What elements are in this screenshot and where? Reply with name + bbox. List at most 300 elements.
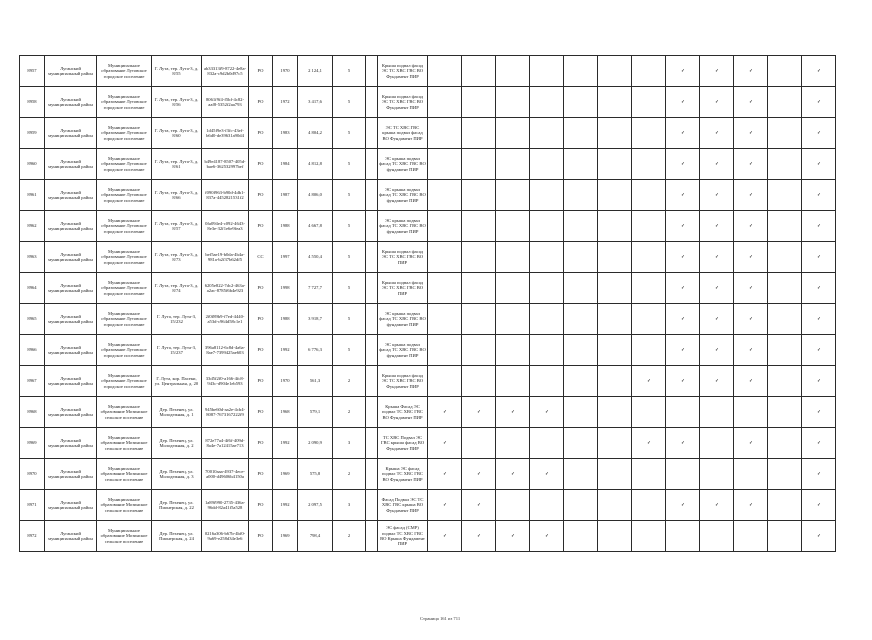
checkmark-icon: ✓	[748, 130, 753, 136]
work-check-cell	[734, 211, 768, 242]
row-number-cell: 8963	[20, 242, 45, 273]
work-check-cell	[598, 304, 632, 335]
checkmark-icon: ✓	[442, 533, 447, 539]
work-check-cell	[462, 87, 496, 118]
work-check-cell	[598, 335, 632, 366]
page-footer: Страница 161 из 711	[420, 616, 461, 621]
work-check-cell	[564, 335, 598, 366]
area-cell: 4 806,0	[298, 180, 333, 211]
work-check-cell	[598, 397, 632, 428]
checkmark-icon: ✓	[816, 285, 821, 291]
address-cell: Г. Лута, тер. Лута-3, д. 8/57	[152, 211, 202, 242]
district-cell: Луганский муниципальный район	[45, 428, 97, 459]
house-guid-cell: 945be60d-aa2e-4cb4-8087-7673167222f9	[202, 397, 249, 428]
address-cell: Г. Лута, тер. Лута-3, д. 8/61	[152, 149, 202, 180]
district-cell: Луганский муниципальный район	[45, 459, 97, 490]
housing-register-table	[19, 55, 836, 552]
district-cell: Луганский муниципальный район	[45, 211, 97, 242]
checkmark-icon: ✓	[510, 471, 515, 477]
checkmark-icon: ✓	[680, 285, 685, 291]
checkmark-icon: ✓	[680, 378, 685, 384]
work-check-cell	[666, 211, 700, 242]
address-cell: Г. Лута, тер. Лута-3, д. 8/56	[152, 87, 202, 118]
table-row	[20, 335, 836, 366]
table-row	[20, 242, 836, 273]
year-built-cell: 1988	[273, 304, 298, 335]
work-check-cell	[666, 304, 700, 335]
table-row	[20, 366, 836, 397]
work-check-cell	[564, 459, 598, 490]
work-check-cell	[428, 397, 462, 428]
work-check-cell	[496, 335, 530, 366]
work-check-cell	[700, 459, 734, 490]
checkmark-icon: ✓	[748, 68, 753, 74]
work-check-cell	[768, 335, 802, 366]
blank-cell	[366, 180, 378, 211]
work-check-cell	[666, 56, 700, 87]
area-cell: 2 090,9	[298, 428, 333, 459]
work-check-cell	[462, 521, 496, 552]
work-check-cell	[802, 180, 836, 211]
row-number-cell: 8959	[20, 118, 45, 149]
work-check-cell	[802, 118, 836, 149]
row-number-cell: 8971	[20, 490, 45, 521]
work-check-cell	[496, 180, 530, 211]
checkmark-icon: ✓	[816, 99, 821, 105]
work-check-cell	[768, 304, 802, 335]
work-check-cell	[632, 397, 666, 428]
blank-cell	[366, 335, 378, 366]
floors-cell: 5	[333, 149, 366, 180]
year-built-cell: 1992	[273, 335, 298, 366]
house-guid-cell: 1d45f9e3-f3fc-43ef-b6d0-de39631a90d4	[202, 118, 249, 149]
work-check-cell	[428, 459, 462, 490]
checkmark-icon: ✓	[748, 161, 753, 167]
work-check-cell	[428, 211, 462, 242]
house-guid-cell: 0216a306-b67b-4bf0-9a69-e258d34e3e6	[202, 521, 249, 552]
year-built-cell: 1983	[273, 118, 298, 149]
work-check-cell	[734, 428, 768, 459]
district-cell: Луганский муниципальный район	[45, 304, 97, 335]
blank-cell	[366, 428, 378, 459]
row-number-cell: 8968	[20, 397, 45, 428]
year-built-cell: 1969	[273, 459, 298, 490]
work-check-cell	[802, 211, 836, 242]
area-cell: 4 812,8	[298, 149, 333, 180]
year-built-cell: 1984	[273, 149, 298, 180]
row-number-cell: 8964	[20, 273, 45, 304]
work-check-cell	[428, 335, 462, 366]
checkmark-icon: ✓	[680, 347, 685, 353]
checkmark-icon: ✓	[816, 223, 821, 229]
blank-cell	[366, 397, 378, 428]
floors-cell: 5	[333, 304, 366, 335]
row-number-cell: 8970	[20, 459, 45, 490]
checkmark-icon: ✓	[748, 99, 753, 105]
work-check-cell	[428, 273, 462, 304]
work-check-cell	[802, 459, 836, 490]
work-check-cell	[666, 242, 700, 273]
work-check-cell	[530, 459, 564, 490]
work-check-cell	[564, 118, 598, 149]
row-number-cell: 8965	[20, 304, 45, 335]
district-cell: Луганский муниципальный район	[45, 87, 97, 118]
blank-cell	[366, 87, 378, 118]
work-check-cell	[802, 366, 836, 397]
work-check-cell	[768, 397, 802, 428]
house-guid-cell: f090f963-b90d-4db1-837a-4452821531f2	[202, 180, 249, 211]
work-check-cell	[768, 56, 802, 87]
work-check-cell	[700, 211, 734, 242]
blank-cell	[366, 273, 378, 304]
area-cell: 3 918,7	[298, 304, 333, 335]
row-number-cell: 8961	[20, 180, 45, 211]
works-list-cell: Крыша подвал фасад ЭС ТС ХВС ГВС ВО Фундамент ПИР	[378, 87, 428, 118]
work-check-cell	[564, 304, 598, 335]
building-type-cell: РО	[249, 87, 273, 118]
work-check-cell	[666, 273, 700, 304]
work-check-cell	[768, 459, 802, 490]
work-check-cell	[632, 118, 666, 149]
table-row	[20, 56, 836, 87]
works-list-cell: Крыша Фасад ЭС подвал ТС ХВС ГВС ВО Фундамент ПИР	[378, 397, 428, 428]
work-check-cell	[632, 56, 666, 87]
work-check-cell	[768, 211, 802, 242]
work-check-cell	[700, 180, 734, 211]
work-check-cell	[462, 366, 496, 397]
building-type-cell: РО	[249, 149, 273, 180]
address-cell: Г. Лута, тер. Лута-3, д. 8/73	[152, 242, 202, 273]
work-check-cell	[666, 490, 700, 521]
work-check-cell	[700, 242, 734, 273]
work-check-cell	[564, 211, 598, 242]
checkmark-icon: ✓	[748, 192, 753, 198]
work-check-cell	[496, 118, 530, 149]
checkmark-icon: ✓	[816, 254, 821, 260]
municipality-cell: Муниципальное образование Мозинское сельское поселение	[97, 459, 152, 490]
floors-cell: 5	[333, 335, 366, 366]
checkmark-icon: ✓	[714, 378, 719, 384]
work-check-cell	[462, 211, 496, 242]
municipality-cell: Муниципальное образование Мозинское сельское поселение	[97, 397, 152, 428]
work-check-cell	[496, 273, 530, 304]
municipality-cell: Муниципальное образование Лутовское городское поселение	[97, 211, 152, 242]
work-check-cell	[496, 304, 530, 335]
blank-cell	[366, 304, 378, 335]
checkmark-icon: ✓	[748, 316, 753, 322]
work-check-cell	[700, 521, 734, 552]
municipality-cell: Муниципальное образование Лутовское городское поселение	[97, 273, 152, 304]
address-cell: Дер. Пехенец, ул. Молодежная, д. 2	[152, 428, 202, 459]
floors-cell: 5	[333, 118, 366, 149]
work-check-cell	[768, 366, 802, 397]
work-check-cell	[462, 490, 496, 521]
address-cell: Г. Лута, тер. Лута-3, д. 8/66	[152, 180, 202, 211]
work-check-cell	[428, 366, 462, 397]
work-check-cell	[632, 459, 666, 490]
year-built-cell: 1968	[273, 397, 298, 428]
work-check-cell	[598, 273, 632, 304]
building-type-cell: РО	[249, 335, 273, 366]
checkmark-icon: ✓	[646, 440, 651, 446]
work-check-cell	[666, 521, 700, 552]
house-guid-cell: 33d5f2f0-a166-4fc8-943c-d904e1eb593	[202, 366, 249, 397]
checkmark-icon: ✓	[442, 502, 447, 508]
building-type-cell: СС	[249, 242, 273, 273]
checkmark-icon: ✓	[442, 471, 447, 477]
table-row	[20, 521, 836, 552]
work-check-cell	[530, 211, 564, 242]
work-check-cell	[564, 56, 598, 87]
work-check-cell	[802, 428, 836, 459]
checkmark-icon: ✓	[748, 502, 753, 508]
year-built-cell: 1970	[273, 56, 298, 87]
checkmark-icon: ✓	[816, 347, 821, 353]
floors-cell: 5	[333, 273, 366, 304]
district-cell: Луганский муниципальный район	[45, 490, 97, 521]
year-built-cell: 1969	[273, 521, 298, 552]
work-check-cell	[632, 428, 666, 459]
work-check-cell	[734, 118, 768, 149]
table-row	[20, 273, 836, 304]
checkmark-icon: ✓	[748, 347, 753, 353]
address-cell: Дер. Пехенец, ул. Пионерская, д. 24	[152, 521, 202, 552]
work-check-cell	[564, 397, 598, 428]
work-check-cell	[666, 397, 700, 428]
checkmark-icon: ✓	[442, 440, 447, 446]
year-built-cell: 1992	[273, 428, 298, 459]
checkmark-icon: ✓	[714, 192, 719, 198]
area-cell: 6 776,3	[298, 335, 333, 366]
area-cell: 561,3	[298, 366, 333, 397]
checkmark-icon: ✓	[714, 130, 719, 136]
work-check-cell	[802, 273, 836, 304]
building-type-cell: РО	[249, 397, 273, 428]
blank-cell	[366, 521, 378, 552]
work-check-cell	[598, 490, 632, 521]
work-check-cell	[530, 180, 564, 211]
floors-cell: 2	[333, 397, 366, 428]
checkmark-icon: ✓	[714, 285, 719, 291]
address-cell: Дер. Пехенец, ул. Молодежная, д. 1	[152, 397, 202, 428]
work-check-cell	[802, 335, 836, 366]
building-type-cell: РО	[249, 118, 273, 149]
municipality-cell: Муниципальное образование Лутовское городское поселение	[97, 118, 152, 149]
area-cell: 4 667,8	[298, 211, 333, 242]
checkmark-icon: ✓	[680, 223, 685, 229]
work-check-cell	[632, 490, 666, 521]
work-check-cell	[700, 149, 734, 180]
checkmark-icon: ✓	[476, 471, 481, 477]
work-check-cell	[666, 366, 700, 397]
work-check-cell	[632, 273, 666, 304]
checkmark-icon: ✓	[544, 409, 549, 415]
year-built-cell: 1988	[273, 211, 298, 242]
address-cell: Г. Лута, тер. Лута-3, 15/237	[152, 335, 202, 366]
work-check-cell	[428, 490, 462, 521]
municipality-cell: Муниципальное образование Мозинское сельское поселение	[97, 428, 152, 459]
address-cell: Дер. Пехенец, ул. Молодежная, д. 3	[152, 459, 202, 490]
checkmark-icon: ✓	[816, 471, 821, 477]
works-list-cell: ТС ХВС Подвал ЭС ГВС крыша фасад ВО Фундамент ПИР	[378, 428, 428, 459]
municipality-cell: Муниципальное образование Лутовское городское поселение	[97, 242, 152, 273]
work-check-cell	[564, 366, 598, 397]
work-check-cell	[428, 149, 462, 180]
work-check-cell	[496, 366, 530, 397]
row-number-cell: 8967	[20, 366, 45, 397]
work-check-cell	[496, 397, 530, 428]
district-cell: Луганский муниципальный район	[45, 56, 97, 87]
work-check-cell	[666, 459, 700, 490]
work-check-cell	[598, 118, 632, 149]
work-check-cell	[564, 180, 598, 211]
work-check-cell	[734, 304, 768, 335]
work-check-cell	[734, 490, 768, 521]
row-number-cell: 8957	[20, 56, 45, 87]
work-check-cell	[530, 118, 564, 149]
checkmark-icon: ✓	[476, 502, 481, 508]
checkmark-icon: ✓	[442, 409, 447, 415]
blank-cell	[366, 118, 378, 149]
checkmark-icon: ✓	[816, 161, 821, 167]
work-check-cell	[768, 273, 802, 304]
works-list-cell: ЭС ТС ХВС ГВС крыша подвал фасад ВО Фундамент ПИР	[378, 118, 428, 149]
work-check-cell	[802, 149, 836, 180]
table-row	[20, 211, 836, 242]
district-cell: Луганский муниципальный район	[45, 242, 97, 273]
work-check-cell	[598, 211, 632, 242]
house-guid-cell: 396a8112-6c8d-4a6a-8ae7-7399425ae603	[202, 335, 249, 366]
work-check-cell	[496, 490, 530, 521]
checkmark-icon: ✓	[714, 161, 719, 167]
area-cell: 4 804,2	[298, 118, 333, 149]
year-built-cell: 1998	[273, 273, 298, 304]
floors-cell: 5	[333, 87, 366, 118]
work-check-cell	[564, 521, 598, 552]
table-body	[20, 56, 836, 552]
address-cell: Г. Лута, тер. Лута-3, д. 8/74	[152, 273, 202, 304]
building-type-cell: РО	[249, 180, 273, 211]
work-check-cell	[768, 490, 802, 521]
district-cell: Луганский муниципальный район	[45, 366, 97, 397]
works-list-cell: ЭС крыша подвал фасад ТС ХВС ГВС ВО фундамент ПИР	[378, 149, 428, 180]
work-check-cell	[700, 397, 734, 428]
work-check-cell	[496, 56, 530, 87]
works-list-cell: Фасад Подвал ЭС ТС ХВС ГВС крыша ВО Фундамент ПИР	[378, 490, 428, 521]
work-check-cell	[802, 242, 836, 273]
work-check-cell	[598, 242, 632, 273]
district-cell: Луганский муниципальный район	[45, 180, 97, 211]
work-check-cell	[564, 490, 598, 521]
checkmark-icon: ✓	[714, 254, 719, 260]
building-type-cell: РО	[249, 304, 273, 335]
work-check-cell	[666, 149, 700, 180]
work-check-cell	[428, 56, 462, 87]
work-check-cell	[428, 87, 462, 118]
checkmark-icon: ✓	[510, 409, 515, 415]
work-check-cell	[632, 180, 666, 211]
work-check-cell	[462, 180, 496, 211]
work-check-cell	[462, 335, 496, 366]
work-check-cell	[530, 397, 564, 428]
works-list-cell: Крыша подвал фасад ЭС ТС ХВС ГВС ВО ПИР	[378, 242, 428, 273]
table-row	[20, 428, 836, 459]
year-built-cell: 1970	[273, 366, 298, 397]
address-cell: Г. Лута, тер. Лута-3, 15/232	[152, 304, 202, 335]
checkmark-icon: ✓	[816, 533, 821, 539]
table-row	[20, 304, 836, 335]
work-check-cell	[496, 211, 530, 242]
checkmark-icon: ✓	[680, 68, 685, 74]
checkmark-icon: ✓	[748, 378, 753, 384]
work-check-cell	[530, 87, 564, 118]
building-type-cell: РО	[249, 428, 273, 459]
table-row	[20, 397, 836, 428]
year-built-cell: 1997	[273, 242, 298, 273]
building-type-cell: РО	[249, 211, 273, 242]
area-cell: 3 417,6	[298, 87, 333, 118]
checkmark-icon: ✓	[748, 223, 753, 229]
checkmark-icon: ✓	[816, 316, 821, 322]
work-check-cell	[700, 56, 734, 87]
work-check-cell	[768, 242, 802, 273]
table-row	[20, 180, 836, 211]
district-cell: Луганский муниципальный район	[45, 149, 97, 180]
house-guid-cell: bef5ae19-b0da-4b4a-981a-b2f37b62df5	[202, 242, 249, 273]
house-guid-cell: 2f0f89b9-f7ed-4440-a53d-c964d58c1e1	[202, 304, 249, 335]
table-row	[20, 490, 836, 521]
table-row	[20, 87, 836, 118]
checkmark-icon: ✓	[714, 99, 719, 105]
floors-cell: 2	[333, 521, 366, 552]
work-check-cell	[462, 242, 496, 273]
row-number-cell: 8966	[20, 335, 45, 366]
floors-cell: 5	[333, 180, 366, 211]
checkmark-icon: ✓	[714, 223, 719, 229]
work-check-cell	[530, 366, 564, 397]
checkmark-icon: ✓	[544, 471, 549, 477]
work-check-cell	[802, 397, 836, 428]
work-check-cell	[734, 56, 768, 87]
work-check-cell	[428, 242, 462, 273]
municipality-cell: Муниципальное образование Лутовское городское поселение	[97, 180, 152, 211]
work-check-cell	[598, 428, 632, 459]
work-check-cell	[462, 397, 496, 428]
works-list-cell: ЭС крыша подвал фасад ТС ХВС ГВС ВО фундамент ПИР	[378, 335, 428, 366]
municipality-cell: Муниципальное образование Лутовское городское поселение	[97, 335, 152, 366]
municipality-cell: Муниципальное образование Лутовское городское поселение	[97, 56, 152, 87]
work-check-cell	[462, 273, 496, 304]
work-check-cell	[564, 242, 598, 273]
floors-cell: 5	[333, 242, 366, 273]
checkmark-icon: ✓	[544, 533, 549, 539]
work-check-cell	[632, 335, 666, 366]
work-check-cell	[632, 149, 666, 180]
building-type-cell: РО	[249, 490, 273, 521]
work-check-cell	[632, 87, 666, 118]
municipality-cell: Муниципальное образование Мозинское сельское поселение	[97, 521, 152, 552]
municipality-cell: Муниципальное образование Мозинское сельское поселение	[97, 490, 152, 521]
house-guid-cell: 1a89f990-2735-436a-96dd-82a41f5a528	[202, 490, 249, 521]
works-list-cell: Крыша подвал фасад ЭС ТС ХВС ГВС ВО Фундамент ПИР	[378, 366, 428, 397]
work-check-cell	[530, 273, 564, 304]
work-check-cell	[666, 118, 700, 149]
work-check-cell	[802, 304, 836, 335]
checkmark-icon: ✓	[816, 378, 821, 384]
work-check-cell	[462, 459, 496, 490]
work-check-cell	[564, 428, 598, 459]
checkmark-icon: ✓	[476, 533, 481, 539]
